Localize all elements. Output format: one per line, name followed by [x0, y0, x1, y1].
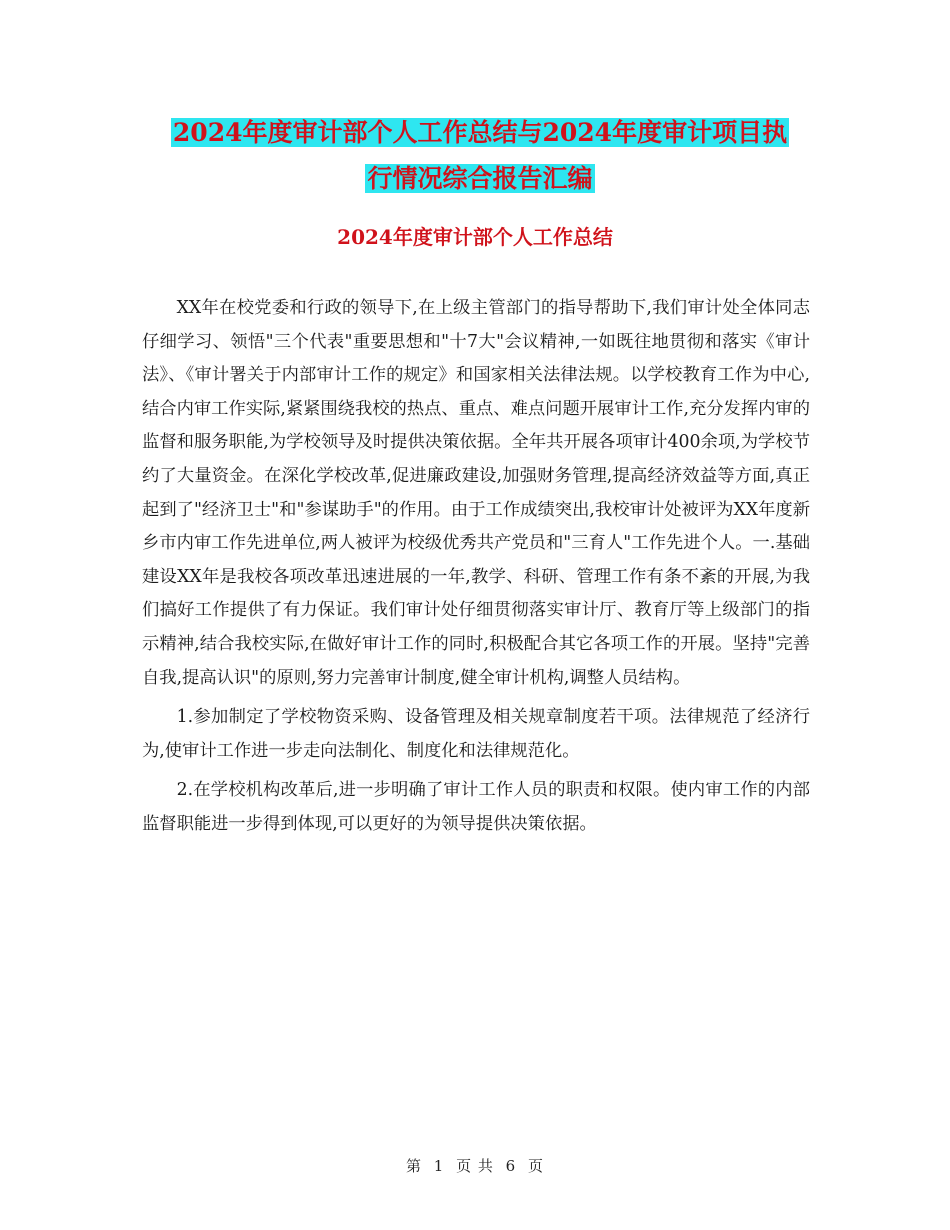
document-title — [150, 110, 810, 202]
footer-suffix: 页 — [528, 1157, 545, 1175]
paragraph-3: 2.在学校机构改革后,进一步明确了审计工作人员的职责和权限。使内审工作的内部监督职能进一步得到体现,可以更好的为领导提供决策依据。 — [142, 780, 810, 834]
footer-prefix: 第 — [405, 1157, 422, 1175]
footer-current-page: 1 — [433, 1157, 445, 1175]
page-footer — [0, 1155, 950, 1176]
paragraph-2: 1.参加制定了学校物资采购、设备管理及相关规章制度若干项。法律规范了经济行为,使审计工作进一步走向法制化、制度化和法律规范化。 — [142, 707, 810, 761]
footer-total-pages: 6 — [505, 1157, 517, 1175]
title-line-2: 行情况综合报告汇编 — [367, 164, 593, 193]
footer-middle: 页 共 — [456, 1157, 494, 1175]
document-body — [142, 292, 810, 848]
section-heading: 2024年度审计部个人工作总结 — [337, 225, 613, 249]
paragraph-1: XX年在校党委和行政的领导下,在上级主管部门的指导帮助下,我们审计处全体同志仔细学习、领悟"三个代表"重要思想和"十7大"会议精神,一如既往地贯彻和落实《审计法》、《审计署关于内部审计工作的规定》和国家相关法律法规。以学校教育工作为中心,结合内审工作实际,紧紧围绕我校的热点、重点、难点问题开展审计工作,充分发挥内审的监督和服务职能,为学校领导及时提供决策依据。全年共开展各项审计400余项,为学校节约了大量资金。在深化学校改革,促进廉政建设,加强财务管理,提高经济效益等方面,真正起到了"经济卫士"和"参谋助手"的作用。由于工作成绩突出,我校审计处被评为XX年度新乡市内审工作先进单位,两人被评为校级优秀共产党员和"三育人"工作先进个人。一.基础建设XX年是我校各项改革迅速进展的一年,教学、科研、管理工作有条不紊的开展,为我们搞好工作提供了有力保证。我们审计处仔细贯彻落实审计厅、教育厅等上级部门的指示精神,结合我校实际,在做好审计工作的同时,积极配合其它各项工作的开展。坚持"完善自我,提高认识"的原则,努力完善审计制度,健全审计机构,调整人员结构。 — [142, 298, 810, 688]
title-line-1: 2024年度审计部个人工作总结与2024年度审计项目执 — [172, 118, 788, 147]
